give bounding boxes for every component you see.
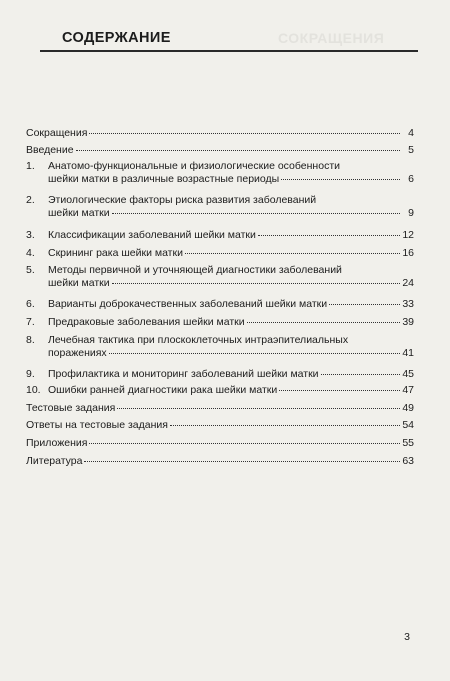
dot-leader [112,283,400,284]
dot-leader [281,179,400,180]
page-title: СОДЕРЖАНИЕ [62,30,171,46]
toc-entry-page: 4 [408,127,414,139]
dot-leader [329,304,400,305]
toc-entry-title: Ответы на тестовые задания [26,419,168,431]
toc-entry[interactable] [26,384,414,397]
dot-leader [112,213,400,214]
toc-entry[interactable] [26,247,414,260]
toc-entry-number: 5. [26,264,35,276]
toc-entry-title: шейки матки в различные возрастные периоды [48,173,280,185]
toc-entry[interactable] [26,298,414,311]
toc-entry-title: Классификации заболеваний шейки матки [48,229,256,241]
toc-entry-title: Методы первичной и уточняющей диагностики заболеваний [48,264,342,276]
toc-entry-title: Анатомо-функциональные и физиологические особенности [48,160,340,172]
toc-entry[interactable] [26,419,414,432]
toc-entry-title: Литература [26,455,83,467]
toc-entry-page: 45 [402,368,414,380]
toc-entry-page: 5 [408,144,414,156]
toc-entry-page: 12 [402,229,414,241]
toc-entry-title: Профилактика и мониторинг заболеваний шейки матки [48,368,319,380]
toc-entry[interactable] [26,334,414,360]
toc-entry[interactable] [26,264,414,290]
dot-leader [321,374,400,375]
toc-entry-title: шейки матки [48,277,110,289]
dot-leader [117,408,400,409]
toc-entry[interactable] [26,455,414,468]
toc-entry[interactable] [26,194,414,220]
toc-entry-number: 3. [26,229,35,241]
title-underline [40,50,418,52]
toc-entry-title: Сокращения [26,127,88,139]
dot-leader [76,150,400,151]
toc-entry-number: 10. [26,384,41,396]
toc-entry-page: 41 [402,347,414,359]
toc-entry[interactable] [26,229,414,242]
toc-entry[interactable] [26,144,414,157]
dot-leader [89,133,400,134]
toc-entry[interactable] [26,437,414,450]
toc-entry[interactable] [26,368,414,381]
toc-entry-page: 33 [402,298,414,310]
dot-leader [247,322,400,323]
toc-entry-page: 9 [408,207,414,219]
toc-entry-page: 6 [408,173,414,185]
toc-entry-page: 47 [402,384,414,396]
toc-entry-page: 63 [402,455,414,467]
toc-entry-number: 2. [26,194,35,206]
toc-entry-number: 6. [26,298,35,310]
toc-entry-title: Ошибки ранней диагностики рака шейки матки [48,384,278,396]
bleed-through-title: СОКРАЩЕНИЯ [278,30,385,46]
toc-entry-number: 7. [26,316,35,328]
toc-entry-title: Скрининг рака шейки матки [48,247,183,259]
toc-entry-page: 54 [402,419,414,431]
toc-entry-title: Введение [26,144,74,156]
dot-leader [258,235,400,236]
page-number: 3 [404,631,410,643]
toc-entry-page: 24 [402,277,414,289]
dot-leader [89,443,400,444]
toc-entry-title: Лечебная тактика при плоскоклеточных интраэпителиальных [48,334,349,346]
dot-leader [279,390,400,391]
toc-entry-title: Этиологические факторы риска развития заболеваний [48,194,317,206]
toc-entry[interactable] [26,402,414,415]
toc-entry-number: 9. [26,368,35,380]
dot-leader [109,353,400,354]
toc-entry-title: поражениях [48,347,107,359]
dot-leader [185,253,400,254]
toc-entry-number: 4. [26,247,35,259]
toc-entry-title: Тестовые задания [26,402,116,414]
dot-leader [170,425,400,426]
toc-entry[interactable] [26,127,414,140]
dot-leader [84,461,400,462]
toc-entry-page: 16 [402,247,414,259]
toc-entry-page: 49 [402,402,414,414]
toc-entry-page: 39 [402,316,414,328]
toc-entry-title: Варианты доброкачественных заболеваний шейки матки [48,298,328,310]
toc-entry-number: 8. [26,334,35,346]
toc-entry[interactable] [26,160,414,186]
toc-entry-title: Предраковые заболевания шейки матки [48,316,245,328]
toc-entry[interactable] [26,316,414,329]
toc-entry-page: 55 [402,437,414,449]
toc-entry-title: Приложения [26,437,88,449]
toc-entry-number: 1. [26,160,35,172]
toc-entry-title: шейки матки [48,207,110,219]
